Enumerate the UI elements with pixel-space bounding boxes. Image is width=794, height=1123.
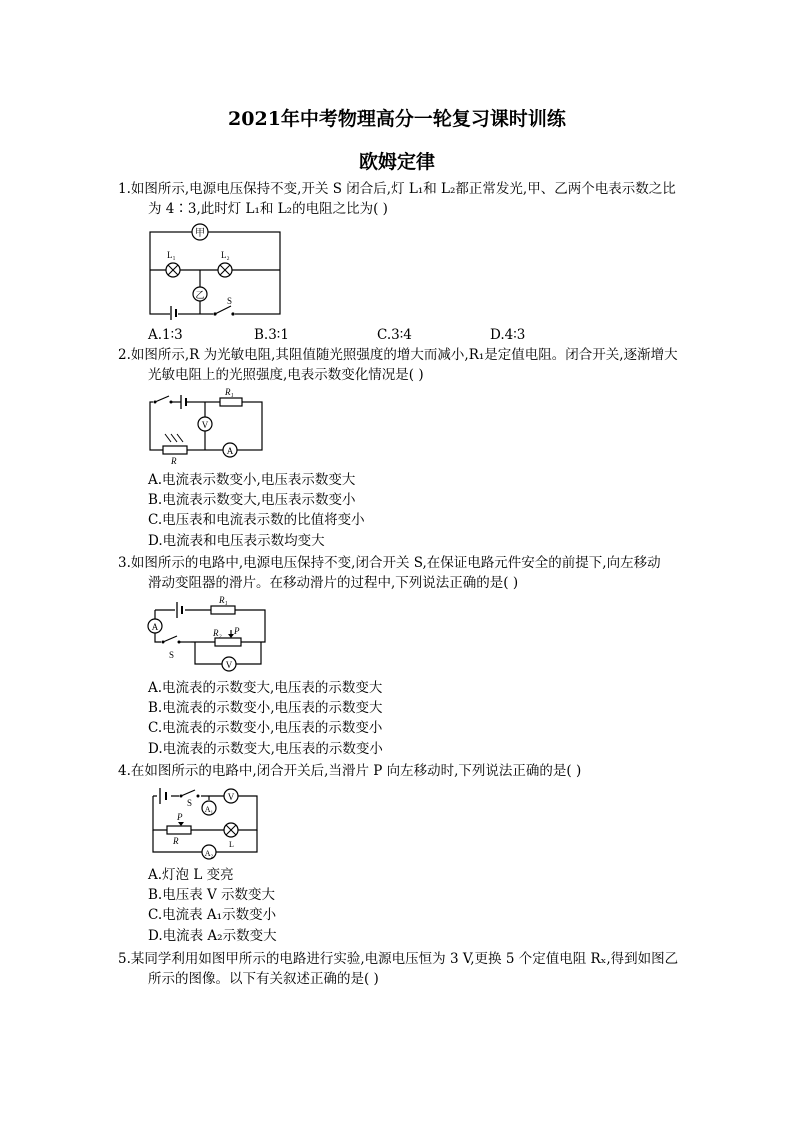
question-4-line-1: 4.在如图所示的电路中,闭合开关后,当滑片 P 向左移动时,下列说法正确的是( ) bbox=[118, 763, 582, 779]
question-3-option-b: B.电流表的示数变小,电压表的示数变大 bbox=[148, 700, 383, 716]
resistor-r1-icon bbox=[220, 398, 242, 406]
r-label: R bbox=[173, 836, 179, 846]
question-2-option-c: C.电压表和电流表示数的比值将变小 bbox=[148, 512, 365, 528]
p-label: P bbox=[234, 626, 240, 636]
question-4-option-a: A.灯泡 L 变亮 bbox=[148, 867, 234, 883]
question-1-line-1: 1.如图所示,电源电压保持不变,开关 S 闭合后,灯 L₁和 L₂都正常发光,甲、乙两个电表示数之比 bbox=[118, 181, 676, 197]
question-1-circuit-figure bbox=[145, 220, 285, 320]
question-2-line-2: 光敏电阻上的光照强度,电表示数变化情况是( ) bbox=[148, 367, 424, 383]
voltmeter-label: V bbox=[225, 660, 233, 670]
question-5-line-1: 5.某同学利用如图甲所示的电路进行实验,电源电压恒为 3 V,更换 5 个定值电阻 Rₓ,得到如图乙 bbox=[118, 951, 679, 967]
r1-label: R₁ bbox=[225, 387, 234, 397]
question-3-option-a: A.电流表的示数变大,电压表的示数变大 bbox=[148, 680, 383, 696]
switch-label: S bbox=[169, 650, 175, 660]
question-3-option-c: C.电流表的示数变小,电压表的示数变小 bbox=[148, 720, 383, 736]
question-2-option-a: A.电流表示数变小,电压表示数变大 bbox=[148, 472, 356, 488]
question-4-option-b: B.电压表 V 示数变大 bbox=[148, 887, 276, 903]
a1-label: A₁ bbox=[204, 805, 214, 814]
question-2-option-d: D.电流表和电压表示数均变大 bbox=[148, 533, 325, 549]
rheostat-icon bbox=[167, 826, 191, 834]
r1-label: R₁ bbox=[219, 595, 228, 605]
question-1-option-d: D.4∶3 bbox=[490, 327, 526, 343]
question-3-line-1: 3.如图所示的电路中,电源电压保持不变,闭合开关 S,在保证电路元件安全的前提下,向左移动 bbox=[118, 555, 661, 571]
lamp-l1-label: L₁ bbox=[167, 250, 176, 260]
meter-jia-label: 甲 bbox=[195, 228, 205, 239]
question-5-line-2: 所示的图像。以下有关叙述正确的是( ) bbox=[148, 971, 379, 987]
question-1-option-b: B.3∶1 bbox=[254, 327, 289, 343]
question-4-option-c: C.电流表 A₁示数变小 bbox=[148, 907, 277, 923]
question-3-line-2: 滑动变阻器的滑片。在移动滑片的过程中,下列说法正确的是( ) bbox=[148, 575, 519, 591]
question-2-line-1: 2.如图所示,R 为光敏电阻,其阻值随光照强度的增大而减小,R₁是定值电阻。闭合开关,逐渐增大 bbox=[118, 347, 678, 363]
question-1-line-2: 为 4∶3,此时灯 L₁和 L₂的电阻之比为( ) bbox=[148, 201, 388, 217]
ammeter-label: A bbox=[151, 622, 159, 632]
lamp-l2-label: L₂ bbox=[221, 250, 230, 260]
photoresistor-icon bbox=[163, 446, 187, 454]
question-4-option-d: D.电流表 A₂示数变大 bbox=[148, 928, 277, 944]
switch-label: S bbox=[227, 296, 233, 306]
question-1-option-a: A.1∶3 bbox=[148, 327, 183, 343]
p-label: P bbox=[177, 812, 183, 822]
question-2-option-b: B.电流表示数变大,电压表示数变小 bbox=[148, 492, 356, 508]
question-4-circuit-figure bbox=[145, 784, 265, 862]
resistor-r1-icon bbox=[211, 606, 235, 614]
meter-yi-label: 乙 bbox=[195, 290, 205, 300]
r-label: R bbox=[171, 456, 177, 466]
document-title: 2021年中考物理高分一轮复习课时训练 bbox=[228, 108, 566, 130]
ammeter-label: A bbox=[226, 446, 234, 456]
lamp-label: L bbox=[229, 840, 234, 849]
question-2-circuit-figure bbox=[145, 386, 270, 466]
r2-label: R₂ bbox=[213, 628, 222, 638]
question-3-option-d: D.电流表的示数变大,电压表的示数变小 bbox=[148, 741, 383, 757]
question-1-option-c: C.3∶4 bbox=[377, 327, 412, 343]
switch-label: S bbox=[187, 798, 193, 808]
rheostat-r2-icon bbox=[215, 638, 241, 646]
voltmeter-label: V bbox=[201, 420, 209, 430]
question-3-circuit-figure bbox=[143, 596, 273, 676]
voltmeter-label: V bbox=[227, 792, 235, 802]
document-subtitle: 欧姆定律 bbox=[358, 151, 435, 173]
a2-label: A₂ bbox=[204, 849, 214, 858]
